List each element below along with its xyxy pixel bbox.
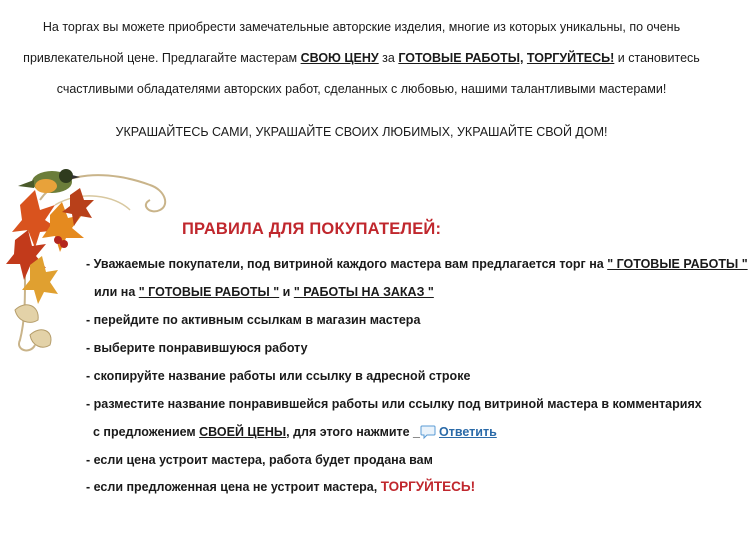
rule-item-5: - разместите название понравившейся работы или ссылку под витриной мастера в комментариях <box>86 397 702 411</box>
rule-text: или на <box>94 285 139 299</box>
intro-line-2-text: привлекательной цене. Предлагайте мастерам <box>23 51 301 65</box>
rule-text: , для этого нажмите _ <box>286 425 421 439</box>
intro-text <box>0 12 723 105</box>
rule-item-2: - перейдите по активным ссылкам в магазин мастера <box>86 313 421 327</box>
rule-item-7 <box>86 479 475 494</box>
ready-works-link[interactable]: ГОТОВЫЕ РАБОТЫ, <box>398 51 524 65</box>
rule-text: с предложением <box>93 425 200 439</box>
bargain-callout: ТОРГУЙТЕСЬ! <box>380 479 476 494</box>
intro-line-2 <box>0 43 723 74</box>
rule-item-5-cont <box>93 425 497 439</box>
intro-line-2-text: за <box>378 51 399 65</box>
intro-line-1: На торгах вы можете приобрести замечательные авторские изделия, многие из которых уникальны, по очень <box>42 20 681 34</box>
intro-line-2-text: и становитесь <box>614 51 700 65</box>
ready-works-link[interactable]: " ГОТОВЫЕ РАБОТЫ " <box>607 257 748 271</box>
ready-works-link[interactable]: " ГОТОВЫЕ РАБОТЫ " <box>138 285 280 299</box>
rule-item-1-cont <box>94 285 434 299</box>
intro-line-3: счастливыми обладателями авторских работ, сделанных с любовью, нашими талантливыми мастерами! <box>56 82 667 96</box>
rule-text: - если предложенная цена не устроит мастера, <box>86 480 381 494</box>
custom-works-link[interactable]: " РАБОТЫ НА ЗАКАЗ " <box>293 285 434 299</box>
rule-text: - Уважаемые покупатели, под витриной каждого мастера вам предлагается торг на <box>86 257 608 271</box>
rule-item-1 <box>86 257 748 271</box>
rule-item-4: - скопируйте название работы или ссылку в адресной строке <box>86 369 471 383</box>
reply-label[interactable]: Ответить <box>439 425 497 439</box>
rule-item-6: - если цена устроит мастера, работа будет продана вам <box>86 453 433 467</box>
bargain-link[interactable]: ТОРГУЙТЕСЬ! <box>526 51 615 65</box>
rules-title: ПРАВИЛА ДЛЯ ПОКУПАТЕЛЕЙ: <box>182 220 442 238</box>
rule-item-3: - выберите понравившуюся работу <box>86 341 308 355</box>
your-price-link[interactable]: СВОЮ ЦЕНУ <box>300 51 379 65</box>
speech-bubble-icon <box>420 425 436 439</box>
your-price-link[interactable]: СВОЕЙ ЦЕНЫ <box>199 425 287 439</box>
rule-text: и <box>279 285 294 299</box>
reply-link[interactable] <box>420 425 497 439</box>
slogan: УКРАШАЙТЕСЬ САМИ, УКРАШАЙТЕ СВОИХ ЛЮБИМЫХ, УКРАШАЙТЕ СВОЙ ДОМ! <box>115 125 608 139</box>
